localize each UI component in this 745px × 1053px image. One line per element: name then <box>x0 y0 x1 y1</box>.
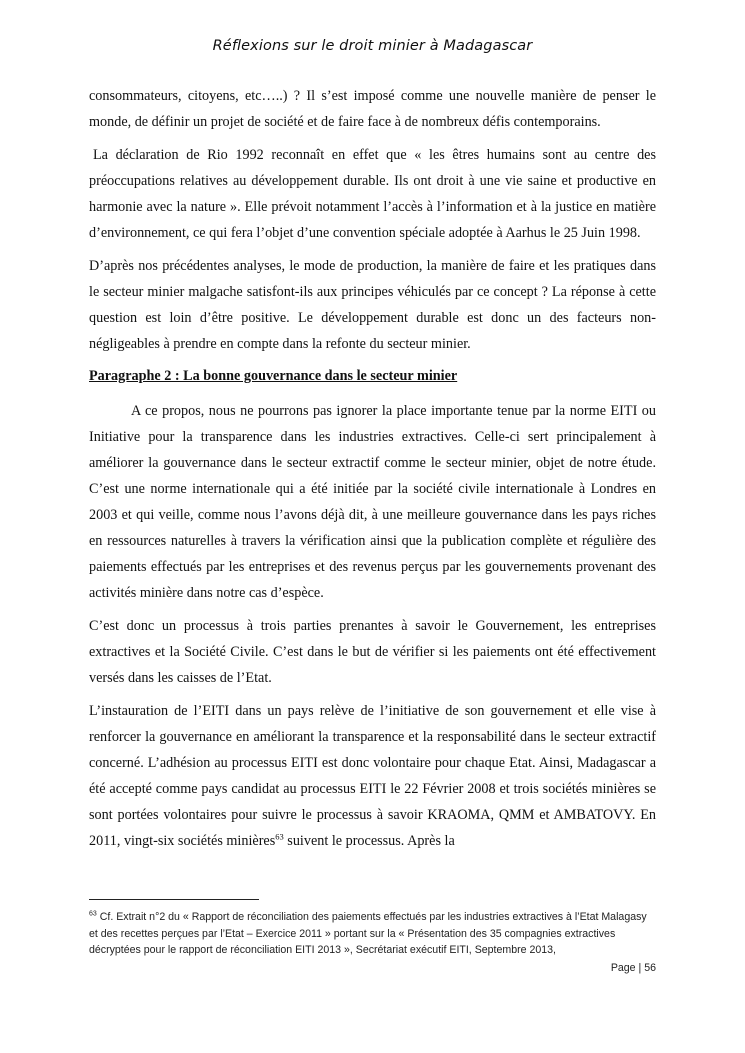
paragraph-6-start: L’instauration de l’EITI dans un pays relève de l’initiative de son gouvernement et elle vise à renforcer la gouvernance en améliorant la transparence et la responsabilité dans le secteur extractif concerné. L’adhésion au processus EITI est donc volontaire pour chaque Etat. Ainsi, Madagascar a été accepté comme pays candidat au processus EITI le 22 Février 2008 et trois sociétés minières se sont portées volontaires pour suivre le processus à savoir KRAOMA, QMM et AMBATOVY. En 2011, vingt-six sociétés minières <box>89 703 656 849</box>
section-heading: Paragraphe 2 : La bonne gouvernance dans le secteur minier <box>89 368 458 384</box>
paragraph-5: C’est donc un processus à trois parties prenantes à savoir le Gouvernement, les entreprises extractives et la Société Civile. C’est dans le but de vérifier si les paiements ont été effectivement versés dans les caisses de l’Etat. <box>89 618 656 686</box>
paragraph-4: A ce propos, nous ne pourrons pas ignorer la place importante tenue par la norme EITI ou Initiative pour la transparence dans les industries extractives. Celle-ci sert principalement à améliorer la gouvernance dans le secteur extractif comme le secteur minier, objet de notre étude. C’est une norme internationale qui a été initiée par la société civile internationale à Londres en 2003 et qui veille, comme nous l’avons déjà dit, à une meilleure gouvernance dans les pays riches en ressources naturelles à travers la vérification ainsi que la publication complète et régulière des paiements effectués par les entreprises et des revenus perçus par les gouvernements provenant des activités minière dans notre cas d’espèce. <box>89 403 656 601</box>
footnote-divider <box>89 899 259 900</box>
page-number: Page | 56 <box>610 962 656 974</box>
paragraph-2: La déclaration de Rio 1992 reconnaît en effet que « les êtres humains sont au centre des préoccupations relatives au développement durable. Ils ont droit à une vie saine et productive en harmonie avec la nature ». Elle prévoit notamment l’accès à l’information et à la justice en matière d’environnement, ce qui fera l’objet d’une convention spéciale adoptée à Aarhus le 25 Juin 1998. <box>89 147 656 241</box>
footnote <box>89 909 656 959</box>
footnote-text: Cf. Extrait n°2 du « Rapport de réconciliation des paiements effectués par les industries extractives à l’Etat Malagasy et des recettes perçues par l’Etat – Exercice 2011 » portant sur la « Présentation des 35 compagnies extractives décryptées pour le rapport de réconciliation EITI 2013 », Secrétariat exécutif EITI, Septembre 2013, <box>89 911 647 956</box>
footnote-number: 63 <box>89 910 97 918</box>
body-text <box>89 83 656 861</box>
paragraph-1: consommateurs, citoyens, etc…..) ? Il s’est imposé comme une nouvelle manière de penser le monde, de définir un projet de société et de faire face à de nombreux défis contemporains. <box>89 88 656 130</box>
paragraph-6 <box>89 698 656 854</box>
page-header-title: Réflexions sur le droit minier à Madagascar <box>212 38 533 54</box>
paragraph-3: D’après nos précédentes analyses, le mode de production, la manière de faire et les pratiques dans le secteur minier malgache satisfont-ils aux principes véhiculés par ce concept ? La réponse à cette question est loin d’être positive. Le développement durable est donc un des facteurs non-négligeables à prendre en compte dans la refonte du secteur minier. <box>89 258 656 352</box>
footnote-reference[interactable]: 63 <box>275 831 284 842</box>
paragraph-6-end: suivent le processus. Après la <box>283 833 455 849</box>
